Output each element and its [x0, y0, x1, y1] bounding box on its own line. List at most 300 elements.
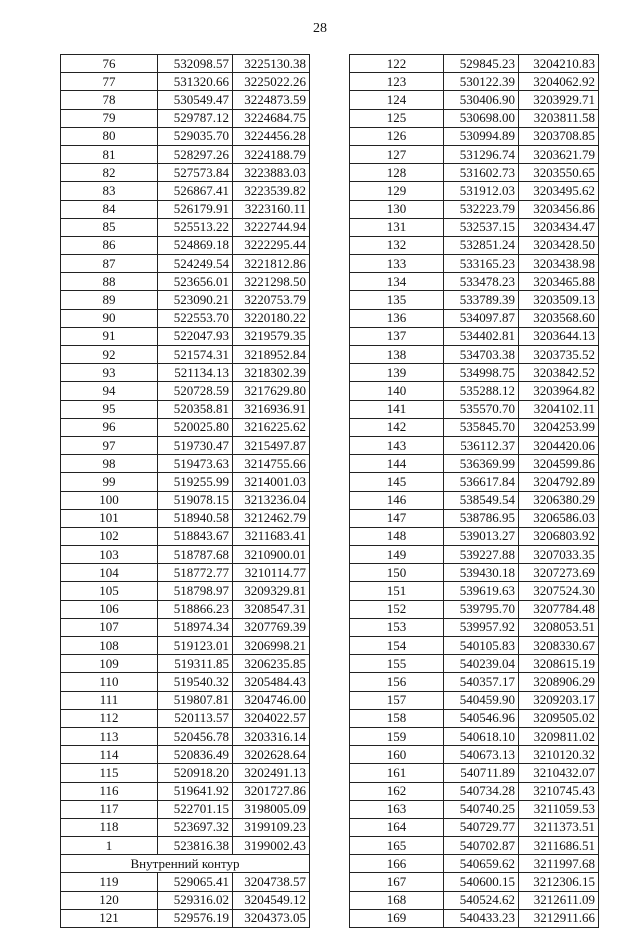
- point-number: 169: [350, 909, 444, 927]
- point-number: 118: [61, 818, 158, 836]
- point-number: 119: [61, 873, 158, 891]
- y-coordinate: 3202491.13: [233, 764, 310, 782]
- x-coordinate: 539957.92: [444, 618, 519, 636]
- point-number: 156: [350, 673, 444, 691]
- y-coordinate: 3207769.39: [233, 618, 310, 636]
- x-coordinate: 535288.12: [444, 382, 519, 400]
- x-coordinate: 530406.90: [444, 91, 519, 109]
- x-coordinate: 518843.67: [158, 527, 233, 545]
- table-row: [61, 309, 310, 327]
- y-coordinate: 3216936.91: [233, 400, 310, 418]
- y-coordinate: 3212611.09: [519, 891, 599, 909]
- y-coordinate: 3199002.43: [233, 837, 310, 855]
- x-coordinate: 518787.68: [158, 546, 233, 564]
- table-row: [61, 709, 310, 727]
- table-row: [61, 91, 310, 109]
- x-coordinate: 524869.18: [158, 236, 233, 254]
- table-row: [350, 91, 599, 109]
- point-number: 160: [350, 746, 444, 764]
- point-number: 143: [350, 436, 444, 454]
- x-coordinate: 540357.17: [444, 673, 519, 691]
- point-number: 108: [61, 637, 158, 655]
- x-coordinate: 533165.23: [444, 255, 519, 273]
- x-coordinate: 519255.99: [158, 473, 233, 491]
- y-coordinate: 3203316.14: [233, 727, 310, 745]
- point-number: 102: [61, 527, 158, 545]
- point-number: 122: [350, 55, 444, 73]
- x-coordinate: 529065.41: [158, 873, 233, 891]
- table-row: [61, 273, 310, 291]
- point-number: 112: [61, 709, 158, 727]
- point-number: 165: [350, 837, 444, 855]
- table-row: [61, 782, 310, 800]
- y-coordinate: 3203509.13: [519, 291, 599, 309]
- table-row: [61, 818, 310, 836]
- point-number: 158: [350, 709, 444, 727]
- table-row: [61, 200, 310, 218]
- table-row: [350, 273, 599, 291]
- y-coordinate: 3212911.66: [519, 909, 599, 927]
- point-number: 168: [350, 891, 444, 909]
- point-number: 83: [61, 182, 158, 200]
- table-row: [61, 727, 310, 745]
- point-number: 103: [61, 546, 158, 564]
- x-coordinate: 518798.97: [158, 582, 233, 600]
- x-coordinate: 519807.81: [158, 691, 233, 709]
- y-coordinate: 3204102.11: [519, 400, 599, 418]
- table-row: [61, 582, 310, 600]
- y-coordinate: 3207033.35: [519, 546, 599, 564]
- point-number: 137: [350, 327, 444, 345]
- x-coordinate: 540618.10: [444, 727, 519, 745]
- x-coordinate: 520358.81: [158, 400, 233, 418]
- table-row: [350, 909, 599, 927]
- y-coordinate: 3224873.59: [233, 91, 310, 109]
- point-number: 107: [61, 618, 158, 636]
- point-number: 80: [61, 127, 158, 145]
- y-coordinate: 3212306.15: [519, 873, 599, 891]
- point-number: 92: [61, 346, 158, 364]
- table-row: [61, 55, 310, 73]
- point-number: 82: [61, 164, 158, 182]
- y-coordinate: 3203621.79: [519, 145, 599, 163]
- point-number: 89: [61, 291, 158, 309]
- x-coordinate: 539619.63: [444, 582, 519, 600]
- x-coordinate: 540659.62: [444, 855, 519, 873]
- y-coordinate: 3222295.44: [233, 236, 310, 254]
- y-coordinate: 3221812.86: [233, 255, 310, 273]
- x-coordinate: 534097.87: [444, 309, 519, 327]
- y-coordinate: 3207784.48: [519, 600, 599, 618]
- y-coordinate: 3206380.29: [519, 491, 599, 509]
- table-row: [61, 400, 310, 418]
- point-number: 152: [350, 600, 444, 618]
- point-number: 129: [350, 182, 444, 200]
- y-coordinate: 3209203.17: [519, 691, 599, 709]
- table-row: [61, 618, 310, 636]
- y-coordinate: 3204062.92: [519, 73, 599, 91]
- x-coordinate: 531320.66: [158, 73, 233, 91]
- y-coordinate: 3206235.85: [233, 655, 310, 673]
- x-coordinate: 524249.54: [158, 255, 233, 273]
- y-coordinate: 3208053.51: [519, 618, 599, 636]
- point-number: 132: [350, 236, 444, 254]
- x-coordinate: 520113.57: [158, 709, 233, 727]
- y-coordinate: 3203568.60: [519, 309, 599, 327]
- point-number: 130: [350, 200, 444, 218]
- y-coordinate: 3211997.68: [519, 855, 599, 873]
- x-coordinate: 534998.75: [444, 364, 519, 382]
- table-row: [350, 200, 599, 218]
- point-number: 145: [350, 473, 444, 491]
- table-row: [350, 564, 599, 582]
- point-number: 88: [61, 273, 158, 291]
- coordinates-table-left: [60, 54, 310, 928]
- point-number: 123: [350, 73, 444, 91]
- table-row: [350, 236, 599, 254]
- table-row: [61, 891, 310, 909]
- x-coordinate: 518974.34: [158, 618, 233, 636]
- table-row: [61, 473, 310, 491]
- x-coordinate: 540711.89: [444, 764, 519, 782]
- point-number: 100: [61, 491, 158, 509]
- table-row: [61, 691, 310, 709]
- table-row: [350, 655, 599, 673]
- point-number: 154: [350, 637, 444, 655]
- point-number: 116: [61, 782, 158, 800]
- y-coordinate: 3206586.03: [519, 509, 599, 527]
- point-number: 98: [61, 455, 158, 473]
- section-title: Внутренний контур: [61, 855, 310, 873]
- x-coordinate: 518772.77: [158, 564, 233, 582]
- point-number: 128: [350, 164, 444, 182]
- table-row: [61, 837, 310, 855]
- x-coordinate: 519078.15: [158, 491, 233, 509]
- x-coordinate: 533478.23: [444, 273, 519, 291]
- y-coordinate: 3206803.92: [519, 527, 599, 545]
- y-coordinate: 3203708.85: [519, 127, 599, 145]
- point-number: 167: [350, 873, 444, 891]
- x-coordinate: 520456.78: [158, 727, 233, 745]
- table-row: [61, 527, 310, 545]
- table-row: [350, 255, 599, 273]
- point-number: 104: [61, 564, 158, 582]
- point-number: 115: [61, 764, 158, 782]
- table-row: [61, 255, 310, 273]
- point-number: 138: [350, 346, 444, 364]
- point-number: 151: [350, 582, 444, 600]
- y-coordinate: 3208615.19: [519, 655, 599, 673]
- y-coordinate: 3211059.53: [519, 800, 599, 818]
- point-number: 131: [350, 218, 444, 236]
- point-number: 90: [61, 309, 158, 327]
- point-number: 110: [61, 673, 158, 691]
- point-number: 146: [350, 491, 444, 509]
- point-number: 133: [350, 255, 444, 273]
- table-row: [61, 236, 310, 254]
- x-coordinate: 520836.49: [158, 746, 233, 764]
- y-coordinate: 3207524.30: [519, 582, 599, 600]
- y-coordinate: 3205484.43: [233, 673, 310, 691]
- point-number: 1: [61, 837, 158, 855]
- y-coordinate: 3214001.03: [233, 473, 310, 491]
- point-number: 159: [350, 727, 444, 745]
- y-coordinate: 3203550.65: [519, 164, 599, 182]
- point-number: 97: [61, 436, 158, 454]
- point-number: 164: [350, 818, 444, 836]
- point-number: 109: [61, 655, 158, 673]
- table-row: [350, 855, 599, 873]
- y-coordinate: 3223160.11: [233, 200, 310, 218]
- point-number: 127: [350, 145, 444, 163]
- y-coordinate: 3204792.89: [519, 473, 599, 491]
- y-coordinate: 3220753.79: [233, 291, 310, 309]
- x-coordinate: 534402.81: [444, 327, 519, 345]
- x-coordinate: 530549.47: [158, 91, 233, 109]
- x-coordinate: 538549.54: [444, 491, 519, 509]
- table-row: [61, 73, 310, 91]
- table-row: [61, 600, 310, 618]
- y-coordinate: 3225130.38: [233, 55, 310, 73]
- y-coordinate: 3224684.75: [233, 109, 310, 127]
- table-row: [61, 182, 310, 200]
- point-number: 150: [350, 564, 444, 582]
- coordinates-table-right: [349, 54, 599, 928]
- table-row: [61, 291, 310, 309]
- y-coordinate: 3209811.02: [519, 727, 599, 745]
- y-coordinate: 3208547.31: [233, 600, 310, 618]
- x-coordinate: 539795.70: [444, 600, 519, 618]
- table-row: [350, 73, 599, 91]
- x-coordinate: 528297.26: [158, 145, 233, 163]
- point-number: 105: [61, 582, 158, 600]
- y-coordinate: 3203929.71: [519, 91, 599, 109]
- point-number: 166: [350, 855, 444, 873]
- x-coordinate: 535570.70: [444, 400, 519, 418]
- table-row: [350, 891, 599, 909]
- point-number: 113: [61, 727, 158, 745]
- x-coordinate: 521574.31: [158, 346, 233, 364]
- table-row: [350, 746, 599, 764]
- y-coordinate: 3219579.35: [233, 327, 310, 345]
- x-coordinate: 535845.70: [444, 418, 519, 436]
- section-header-row: [61, 855, 310, 873]
- y-coordinate: 3214755.66: [233, 455, 310, 473]
- table-row: [350, 164, 599, 182]
- y-coordinate: 3203428.50: [519, 236, 599, 254]
- point-number: 149: [350, 546, 444, 564]
- table-row: [350, 727, 599, 745]
- table-row: [61, 346, 310, 364]
- x-coordinate: 532098.57: [158, 55, 233, 73]
- table-row: [350, 618, 599, 636]
- x-coordinate: 532851.24: [444, 236, 519, 254]
- y-coordinate: 3223539.82: [233, 182, 310, 200]
- table-row: [350, 400, 599, 418]
- y-coordinate: 3203811.58: [519, 109, 599, 127]
- table-row: [61, 127, 310, 145]
- table-row: [350, 673, 599, 691]
- y-coordinate: 3215497.87: [233, 436, 310, 454]
- y-coordinate: 3204022.57: [233, 709, 310, 727]
- x-coordinate: 529845.23: [444, 55, 519, 73]
- y-coordinate: 3222744.94: [233, 218, 310, 236]
- y-coordinate: 3204746.00: [233, 691, 310, 709]
- y-coordinate: 3211683.41: [233, 527, 310, 545]
- point-number: 95: [61, 400, 158, 418]
- point-number: 161: [350, 764, 444, 782]
- x-coordinate: 532223.79: [444, 200, 519, 218]
- table-row: [350, 309, 599, 327]
- x-coordinate: 519730.47: [158, 436, 233, 454]
- x-coordinate: 518940.58: [158, 509, 233, 527]
- table-row: [350, 818, 599, 836]
- point-number: 111: [61, 691, 158, 709]
- x-coordinate: 519311.85: [158, 655, 233, 673]
- table-row: [350, 782, 599, 800]
- point-number: 126: [350, 127, 444, 145]
- x-coordinate: 529576.19: [158, 909, 233, 927]
- table-row: [61, 546, 310, 564]
- table-row: [350, 109, 599, 127]
- y-coordinate: 3202628.64: [233, 746, 310, 764]
- table-row: [61, 800, 310, 818]
- x-coordinate: 540734.28: [444, 782, 519, 800]
- x-coordinate: 531296.74: [444, 145, 519, 163]
- point-number: 120: [61, 891, 158, 909]
- table-row: [350, 546, 599, 564]
- point-number: 125: [350, 109, 444, 127]
- x-coordinate: 539227.88: [444, 546, 519, 564]
- point-number: 141: [350, 400, 444, 418]
- y-coordinate: 3206998.21: [233, 637, 310, 655]
- x-coordinate: 527573.84: [158, 164, 233, 182]
- y-coordinate: 3204549.12: [233, 891, 310, 909]
- table-row: [61, 637, 310, 655]
- x-coordinate: 529035.70: [158, 127, 233, 145]
- x-coordinate: 532537.15: [444, 218, 519, 236]
- point-number: 162: [350, 782, 444, 800]
- point-number: 76: [61, 55, 158, 73]
- x-coordinate: 519473.63: [158, 455, 233, 473]
- point-number: 140: [350, 382, 444, 400]
- x-coordinate: 531602.73: [444, 164, 519, 182]
- table-row: [61, 218, 310, 236]
- x-coordinate: 530122.39: [444, 73, 519, 91]
- y-coordinate: 3203735.52: [519, 346, 599, 364]
- point-number: 163: [350, 800, 444, 818]
- point-number: 87: [61, 255, 158, 273]
- y-coordinate: 3203644.13: [519, 327, 599, 345]
- y-coordinate: 3213236.04: [233, 491, 310, 509]
- table-row: [350, 509, 599, 527]
- y-coordinate: 3203434.47: [519, 218, 599, 236]
- x-coordinate: 526867.41: [158, 182, 233, 200]
- x-coordinate: 540459.90: [444, 691, 519, 709]
- y-coordinate: 3210114.77: [233, 564, 310, 582]
- point-number: 148: [350, 527, 444, 545]
- point-number: 142: [350, 418, 444, 436]
- table-row: [61, 436, 310, 454]
- table-row: [350, 182, 599, 200]
- table-row: [350, 455, 599, 473]
- y-coordinate: 3216225.62: [233, 418, 310, 436]
- x-coordinate: 536369.99: [444, 455, 519, 473]
- table-row: [350, 327, 599, 345]
- x-coordinate: 533789.39: [444, 291, 519, 309]
- point-number: 135: [350, 291, 444, 309]
- y-coordinate: 3207273.69: [519, 564, 599, 582]
- table-row: [61, 418, 310, 436]
- table-row: [61, 327, 310, 345]
- x-coordinate: 523697.32: [158, 818, 233, 836]
- table-row: [350, 582, 599, 600]
- table-row: [61, 491, 310, 509]
- table-row: [350, 764, 599, 782]
- y-coordinate: 3204373.05: [233, 909, 310, 927]
- y-coordinate: 3204599.86: [519, 455, 599, 473]
- point-number: 144: [350, 455, 444, 473]
- point-number: 78: [61, 91, 158, 109]
- y-coordinate: 3208330.67: [519, 637, 599, 655]
- table-row: [350, 145, 599, 163]
- x-coordinate: 540239.04: [444, 655, 519, 673]
- table-row: [61, 382, 310, 400]
- x-coordinate: 522047.93: [158, 327, 233, 345]
- y-coordinate: 3203456.86: [519, 200, 599, 218]
- y-coordinate: 3201727.86: [233, 782, 310, 800]
- table-row: [350, 436, 599, 454]
- table-row: [350, 691, 599, 709]
- table-row: [350, 709, 599, 727]
- table-row: [350, 527, 599, 545]
- table-row: [61, 673, 310, 691]
- table-row: [350, 418, 599, 436]
- y-coordinate: 3223883.03: [233, 164, 310, 182]
- y-coordinate: 3217629.80: [233, 382, 310, 400]
- point-number: 77: [61, 73, 158, 91]
- table-row: [350, 873, 599, 891]
- x-coordinate: 522553.70: [158, 309, 233, 327]
- table-row: [350, 473, 599, 491]
- y-coordinate: 3212462.79: [233, 509, 310, 527]
- y-coordinate: 3204253.99: [519, 418, 599, 436]
- table-row: [350, 291, 599, 309]
- table-row: [61, 564, 310, 582]
- x-coordinate: 540433.23: [444, 909, 519, 927]
- point-number: 124: [350, 91, 444, 109]
- x-coordinate: 536112.37: [444, 436, 519, 454]
- table-row: [350, 55, 599, 73]
- y-coordinate: 3211686.51: [519, 837, 599, 855]
- x-coordinate: 539013.27: [444, 527, 519, 545]
- x-coordinate: 521134.13: [158, 364, 233, 382]
- y-coordinate: 3198005.09: [233, 800, 310, 818]
- table-row: [61, 655, 310, 673]
- point-number: 139: [350, 364, 444, 382]
- y-coordinate: 3199109.23: [233, 818, 310, 836]
- table-row: [61, 145, 310, 163]
- y-coordinate: 3211373.51: [519, 818, 599, 836]
- x-coordinate: 540600.15: [444, 873, 519, 891]
- y-coordinate: 3221298.50: [233, 273, 310, 291]
- x-coordinate: 539430.18: [444, 564, 519, 582]
- y-coordinate: 3210745.43: [519, 782, 599, 800]
- table-row: [350, 127, 599, 145]
- x-coordinate: 540546.96: [444, 709, 519, 727]
- table-row: [61, 873, 310, 891]
- point-number: 79: [61, 109, 158, 127]
